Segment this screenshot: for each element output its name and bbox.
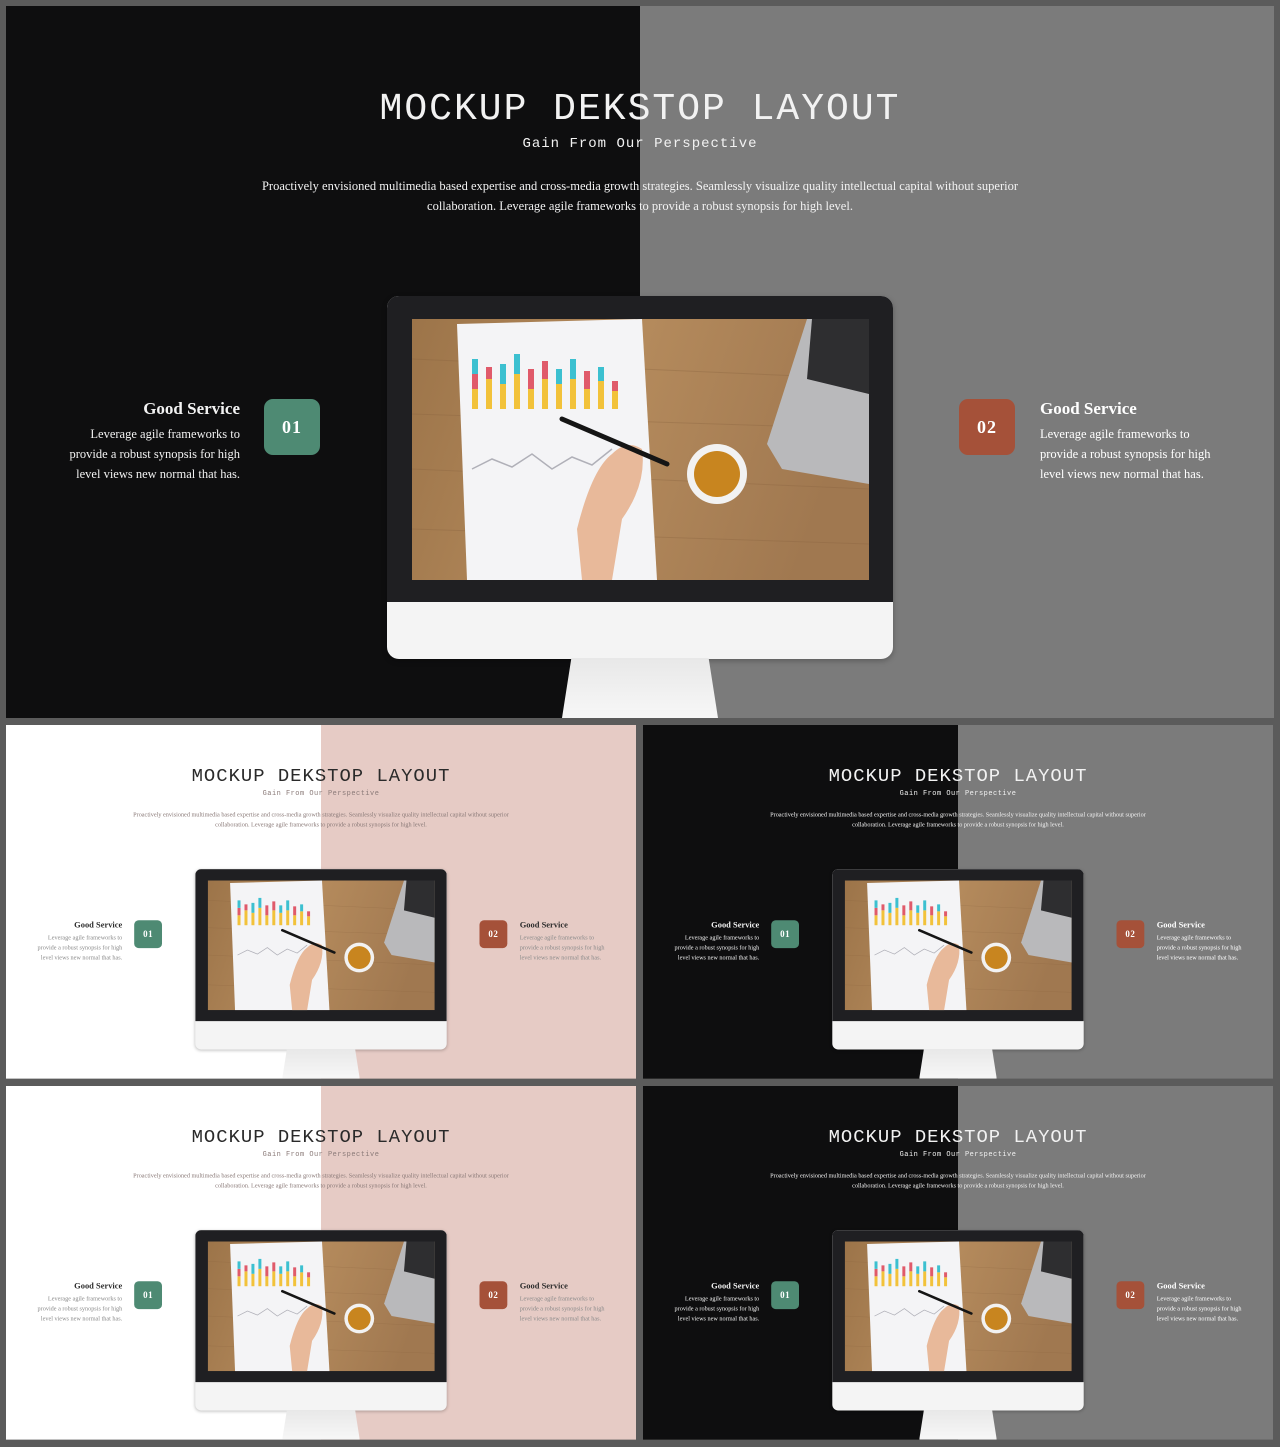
service-left <box>33 920 122 962</box>
service-text: Leverage agile frameworks to provide a robust synopsis for high level views new normal that has. <box>69 427 240 481</box>
service-right <box>1157 920 1246 962</box>
slide-thumb-3[interactable] <box>6 1086 636 1440</box>
monitor-stand <box>919 1049 997 1079</box>
slide-subtitle: Gain From Our Perspective <box>899 789 1017 798</box>
service-text: Leverage agile frameworks to provide a robust synopsis for high level views new normal that has. <box>37 1295 123 1322</box>
monitor-stand <box>919 1410 997 1440</box>
service-title: Good Service <box>1156 1281 1205 1291</box>
service-text: Leverage agile frameworks to provide a robust synopsis for high level views new normal that has. <box>674 934 760 961</box>
desktop-monitor <box>832 1230 1083 1440</box>
slide-title: MOCKUP DEKSTOP LAYOUT <box>828 765 1088 788</box>
monitor-body <box>832 869 1083 1049</box>
service-right <box>1040 399 1220 484</box>
slide-thumb-4[interactable] <box>643 1086 1273 1440</box>
monitor-body <box>195 1230 446 1410</box>
slide-description: Proactively envisioned multimedia based expertise and cross-media growth strategies. Seamlessly visualize quality intellectual capital without superior collaboration. Leverage agile frameworks to provide a robust synopsis for high level. <box>770 810 1146 828</box>
service-left <box>670 920 759 962</box>
badge-01: 01 <box>771 1281 799 1309</box>
slide-title: MOCKUP DEKSTOP LAYOUT <box>191 765 451 788</box>
badge-02: 02 <box>479 1281 507 1309</box>
service-text: Leverage agile frameworks to provide a robust synopsis for high level views new normal that has. <box>1156 934 1242 961</box>
service-right <box>520 1281 609 1323</box>
desk-photo-image <box>208 881 435 1011</box>
service-text: Leverage agile frameworks to provide a robust synopsis for high level views new normal that has. <box>1040 427 1211 481</box>
monitor-stand <box>282 1410 360 1440</box>
badge-01: 01 <box>134 920 162 948</box>
service-title: Good Service <box>711 1281 760 1291</box>
badge-01: 01 <box>771 920 799 948</box>
monitor-bezel <box>832 869 1083 1021</box>
desktop-monitor <box>832 869 1083 1079</box>
badge-02: 02 <box>959 399 1015 455</box>
monitor-body <box>832 1230 1083 1410</box>
service-title: Good Service <box>74 920 123 930</box>
monitor-screen-photo <box>845 881 1072 1011</box>
slide-description: Proactively envisioned multimedia based expertise and cross-media growth strategies. Seamlessly visualize quality intellectual capital without superior collaboration. Leverage agile frameworks to provide a robust synopsis for high level. <box>261 179 1019 213</box>
monitor-body <box>387 296 893 659</box>
desk-photo-image <box>412 319 869 580</box>
service-left <box>33 1281 122 1323</box>
slide-description: Proactively envisioned multimedia based expertise and cross-media growth strategies. Seamlessly visualize quality intellectual capital without superior collaboration. Leverage agile frameworks to provide a robust synopsis for high level. <box>133 810 509 828</box>
service-right <box>520 920 609 962</box>
monitor-bezel <box>832 1230 1083 1382</box>
desk-photo-image <box>845 1242 1072 1372</box>
slide-main[interactable] <box>6 6 1274 718</box>
service-title: Good Service <box>1156 920 1205 930</box>
slide-subtitle: Gain From Our Perspective <box>262 1150 380 1159</box>
service-title: Good Service <box>519 920 568 930</box>
badge-01: 01 <box>134 1281 162 1309</box>
slide-description: Proactively envisioned multimedia based expertise and cross-media growth strategies. Seamlessly visualize quality intellectual capital without superior collaboration. Leverage agile frameworks to provide a robust synopsis for high level. <box>770 1171 1146 1189</box>
service-text: Leverage agile frameworks to provide a robust synopsis for high level views new normal that has. <box>1156 1295 1242 1322</box>
service-text: Leverage agile frameworks to provide a robust synopsis for high level views new normal that has. <box>37 934 123 961</box>
monitor-bezel <box>195 1230 446 1382</box>
desk-photo-image <box>208 1242 435 1372</box>
slide-thumb-1[interactable] <box>6 725 636 1079</box>
monitor-screen-photo <box>412 319 869 580</box>
slide-subtitle: Gain From Our Perspective <box>262 789 380 798</box>
service-right <box>1157 1281 1246 1323</box>
slide-title: MOCKUP DEKSTOP LAYOUT <box>828 1126 1088 1149</box>
service-left <box>670 1281 759 1323</box>
badge-02: 02 <box>479 920 507 948</box>
service-text: Leverage agile frameworks to provide a robust synopsis for high level views new normal that has. <box>519 934 605 961</box>
slide-title: MOCKUP DEKSTOP LAYOUT <box>379 88 901 131</box>
badge-02: 02 <box>1116 920 1144 948</box>
slide-subtitle: Gain From Our Perspective <box>522 136 758 152</box>
monitor-bezel <box>195 869 446 1021</box>
monitor-screen-photo <box>208 881 435 1011</box>
service-title: Good Service <box>519 1281 568 1291</box>
service-title: Good Service <box>1040 399 1137 418</box>
slide-subtitle: Gain From Our Perspective <box>899 1150 1017 1159</box>
monitor-stand <box>562 658 718 718</box>
service-title: Good Service <box>143 399 240 418</box>
badge-01: 01 <box>264 399 320 455</box>
monitor-screen-photo <box>845 1242 1072 1372</box>
monitor-screen-photo <box>208 1242 435 1372</box>
desktop-monitor <box>387 296 893 718</box>
slide-thumb-2[interactable] <box>643 725 1273 1079</box>
monitor-bezel <box>387 296 893 602</box>
service-title: Good Service <box>74 1281 123 1291</box>
slide-description: Proactively envisioned multimedia based expertise and cross-media growth strategies. Seamlessly visualize quality intellectual capital without superior collaboration. Leverage agile frameworks to provide a robust synopsis for high level. <box>133 1171 509 1189</box>
monitor-body <box>195 869 446 1049</box>
desktop-monitor <box>195 869 446 1079</box>
desktop-monitor <box>195 1230 446 1440</box>
monitor-stand <box>282 1049 360 1079</box>
service-text: Leverage agile frameworks to provide a robust synopsis for high level views new normal that has. <box>674 1295 760 1322</box>
service-left <box>60 399 240 484</box>
badge-02: 02 <box>1116 1281 1144 1309</box>
service-title: Good Service <box>711 920 760 930</box>
service-text: Leverage agile frameworks to provide a robust synopsis for high level views new normal that has. <box>519 1295 605 1322</box>
slide-title: MOCKUP DEKSTOP LAYOUT <box>191 1126 451 1149</box>
desk-photo-image <box>845 881 1072 1011</box>
